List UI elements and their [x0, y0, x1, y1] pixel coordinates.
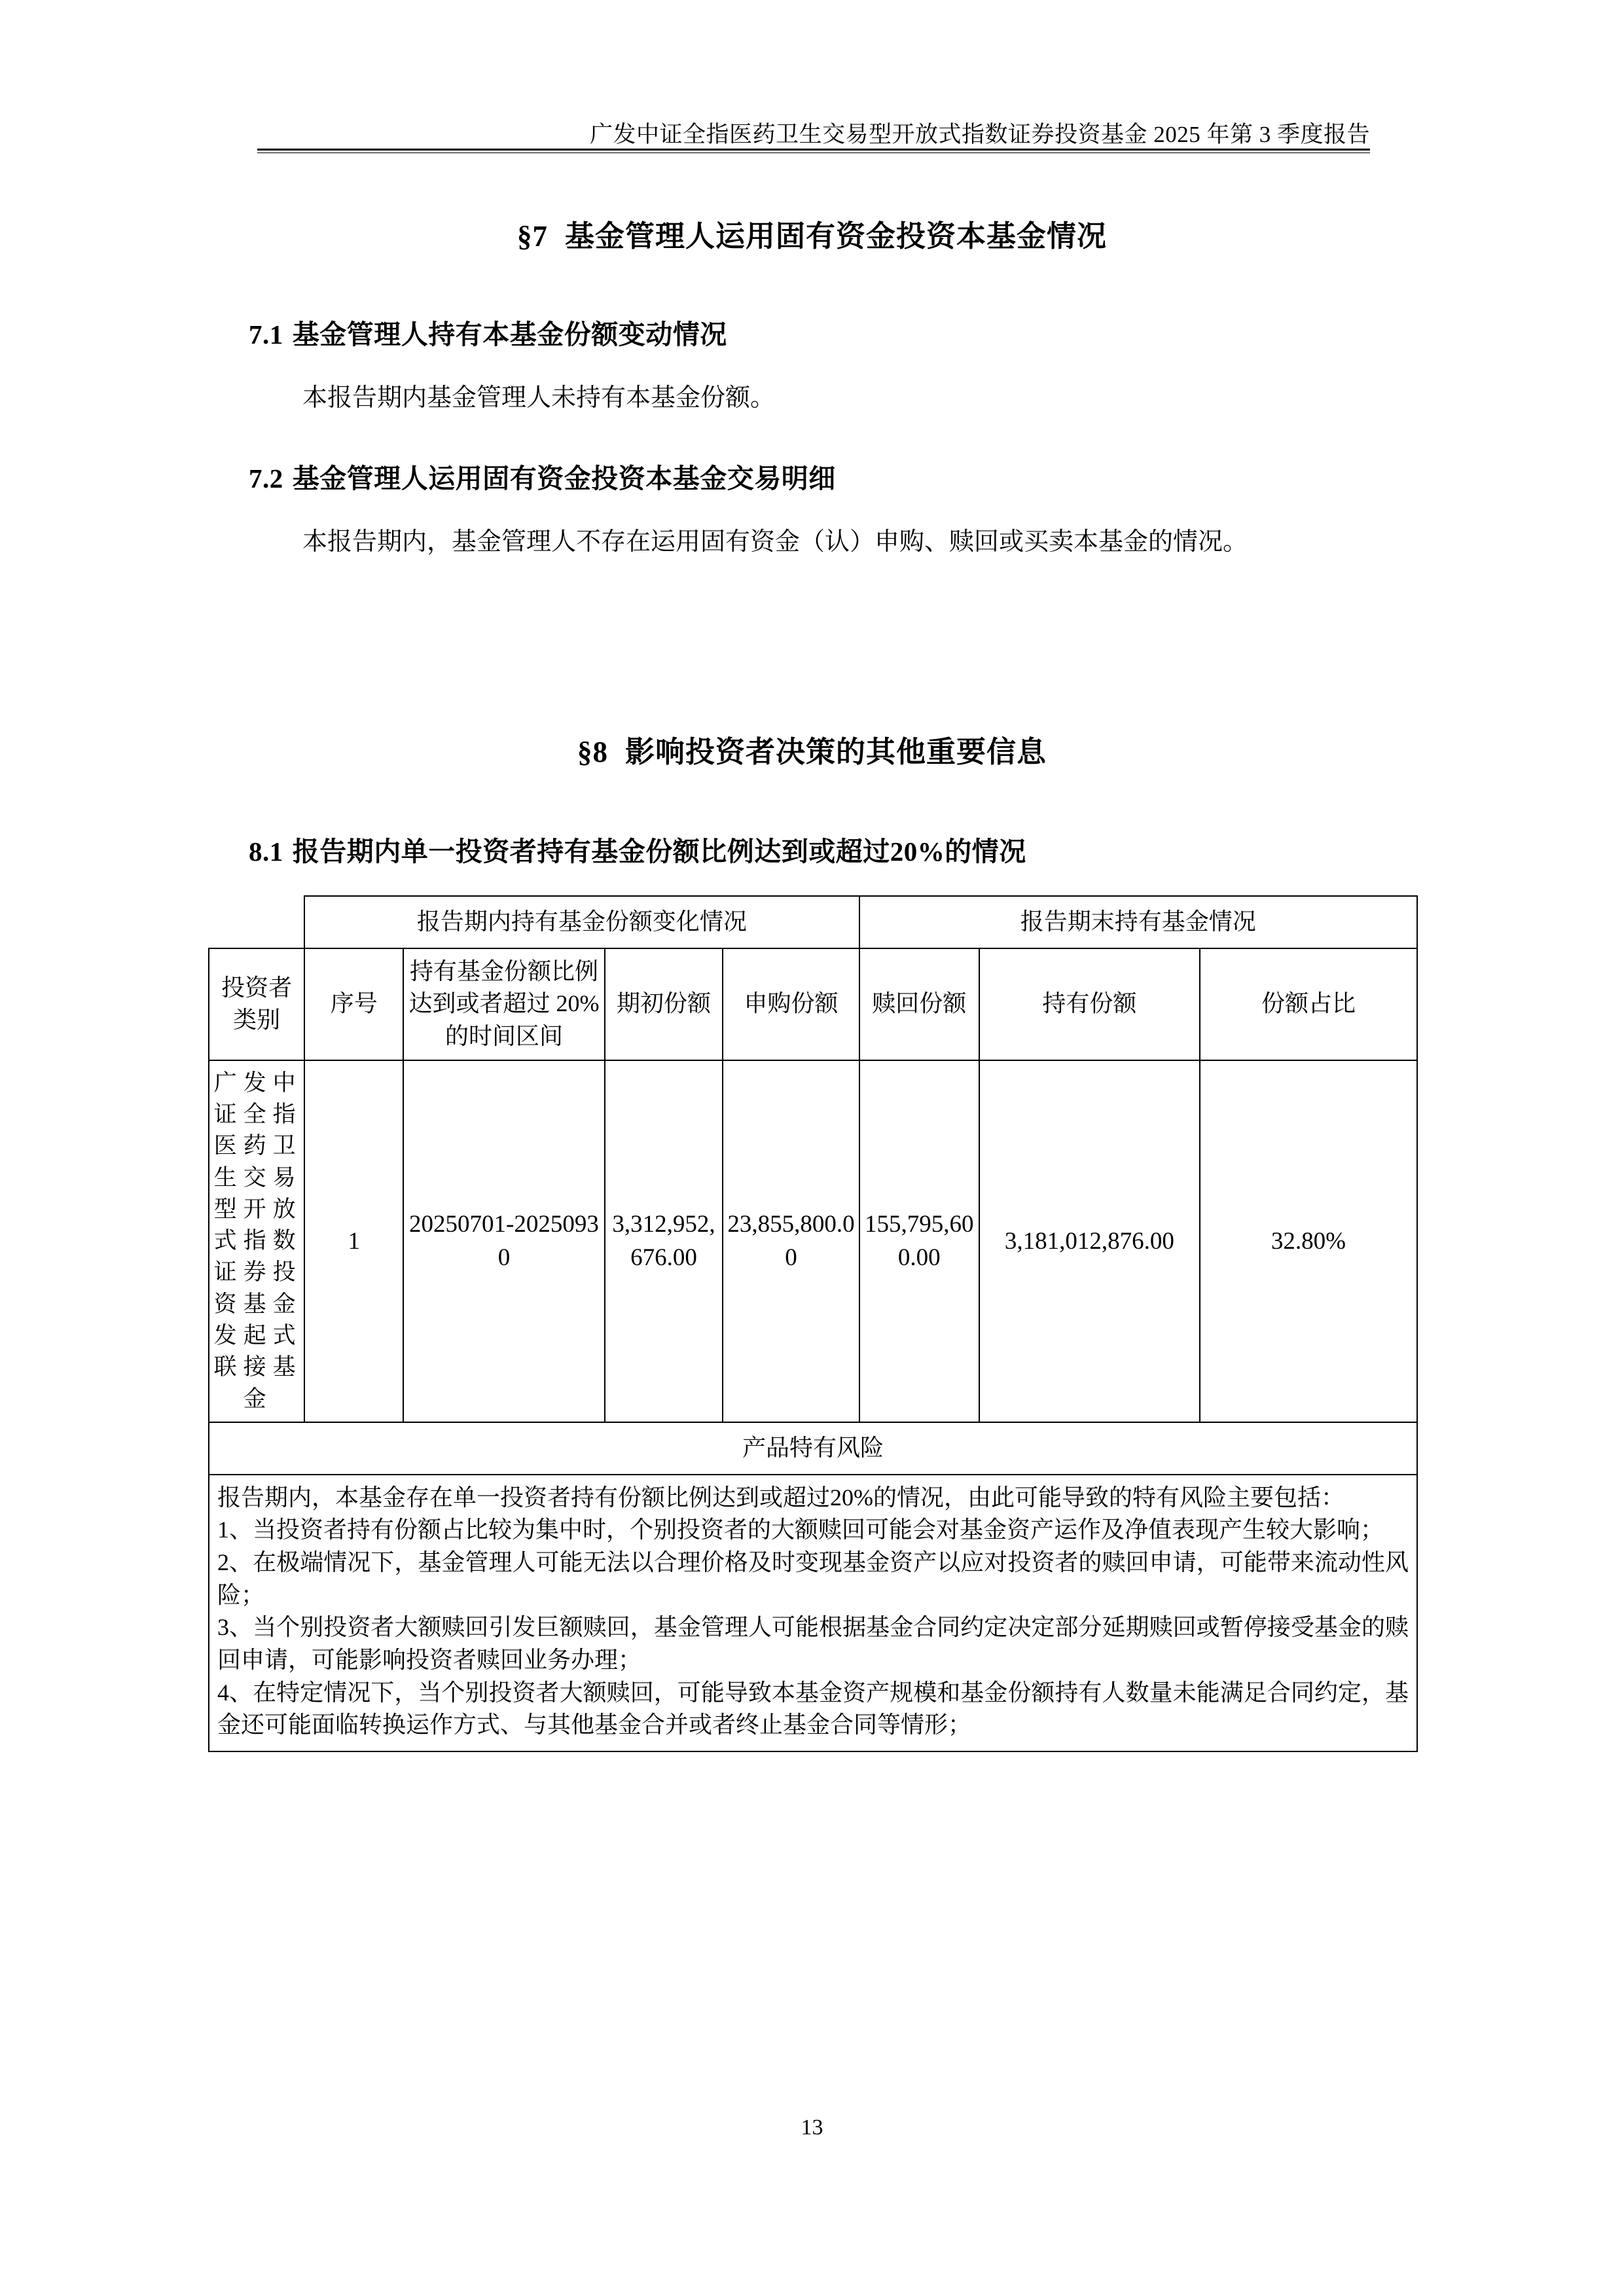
cell-seq: 1	[304, 1060, 403, 1422]
cell-time-range: 20250701-20250930	[403, 1060, 604, 1422]
risk-title-row	[209, 1422, 1417, 1475]
running-header: 广发中证全指医药卫生交易型开放式指数证券投资基金 2025 年第 3 季度报告	[589, 122, 1370, 147]
section-8-1-title: 报告期内单一投资者持有基金份额比例达到或超过20%的情况	[292, 836, 1026, 867]
section-7-1-title: 基金管理人持有本基金份额变动情况	[292, 319, 727, 350]
group-header-end-of-period: 报告期末持有基金情况	[859, 896, 1417, 948]
section-7-2-number: 7.2	[249, 463, 283, 493]
risk-paragraph-3: 3、当个别投资者大额赎回引发巨额赎回，基金管理人可能根据基金合同约定决定部分延期赎回或暂停接受基金的赎回申请，可能影响投资者赎回业务办理；	[217, 1614, 1409, 1673]
risk-paragraph-1: 1、当投资者持有份额占比较为集中时，个别投资者的大额赎回可能会对基金资产运作及净值表现产生较大影响；	[217, 1516, 1384, 1543]
column-header-purchase-shares: 申购份额	[723, 948, 859, 1060]
cell-held-shares: 3,181,012,876.00	[979, 1060, 1200, 1422]
section-8-number: §8	[577, 736, 608, 768]
risk-paragraph-4: 4、在特定情况下，当个别投资者大额赎回，可能导致本基金资产规模和基金份额持有人数量未能满足合同约定，基金还可能面临转换运作方式、与其他基金合并或者终止基金合同等情形；	[217, 1679, 1409, 1738]
section-7-title: 基金管理人运用固有资金投资本基金情况	[564, 220, 1107, 253]
column-header-held-shares: 持有份额	[979, 948, 1200, 1060]
section-8-heading	[0, 728, 1624, 770]
cell-share-ratio: 32.80%	[1200, 1060, 1417, 1422]
section-7-1-heading	[249, 313, 727, 351]
section-7-number: §7	[516, 220, 548, 253]
risk-paragraph-intro: 报告期内，本基金存在单一投资者持有份额比例达到或超过20%的情况，由此可能导致的特有风险主要包括：	[217, 1484, 1344, 1511]
section-8-title: 影响投资者决策的其他重要信息	[624, 736, 1047, 768]
cell-begin-shares: 3,312,952,676.00	[605, 1060, 723, 1422]
column-header-redeem-shares: 赎回份额	[859, 948, 979, 1060]
risk-body-row	[209, 1475, 1417, 1751]
section-7-heading	[0, 212, 1624, 255]
section-7-1-number: 7.1	[249, 319, 283, 350]
column-header-investor-type: 投资者类别	[209, 948, 304, 1060]
cell-purchase-shares: 23,855,800.00	[723, 1060, 859, 1422]
section-8-1-number: 8.1	[249, 836, 283, 867]
table-row	[209, 1060, 1417, 1422]
header-rule	[257, 149, 1370, 153]
table-column-header-row	[209, 948, 1417, 1060]
column-header-share-ratio: 份额占比	[1200, 948, 1417, 1060]
risk-body	[209, 1475, 1417, 1751]
page-number: 13	[801, 2115, 823, 2140]
cell-redeem-shares: 155,795,600.00	[859, 1060, 979, 1422]
section-7-2-body: 本报告期内，基金管理人不存在运用固有资金（认）申购、赎回或买卖本基金的情况。	[302, 528, 1248, 556]
column-header-begin-shares: 期初份额	[605, 948, 723, 1060]
table-corner-cell	[209, 896, 304, 948]
risk-title: 产品特有风险	[209, 1422, 1417, 1475]
table-group-header-row	[209, 896, 1417, 948]
section-7-1-body: 本报告期内基金管理人未持有本基金份额。	[302, 384, 776, 412]
section-7-2-heading	[249, 457, 836, 495]
cell-investor-type: 广发中证全指医药卫生交易型开放式指数证券投资基金发起式联接基金	[209, 1060, 304, 1422]
section-8-1-heading	[249, 830, 1026, 869]
section-7-2-title: 基金管理人运用固有资金投资本基金交易明细	[292, 463, 836, 493]
single-investor-holding-table	[208, 895, 1418, 1752]
column-header-seq: 序号	[304, 948, 403, 1060]
group-header-during-period: 报告期内持有基金份额变化情况	[304, 896, 859, 948]
column-header-time-range: 持有基金份额比例达到或者超过 20%的时间区间	[403, 948, 604, 1060]
risk-paragraph-2: 2、在极端情况下，基金管理人可能无法以合理价格及时变现基金资产以应对投资者的赎回申请，可能带来流动性风险；	[217, 1549, 1409, 1608]
